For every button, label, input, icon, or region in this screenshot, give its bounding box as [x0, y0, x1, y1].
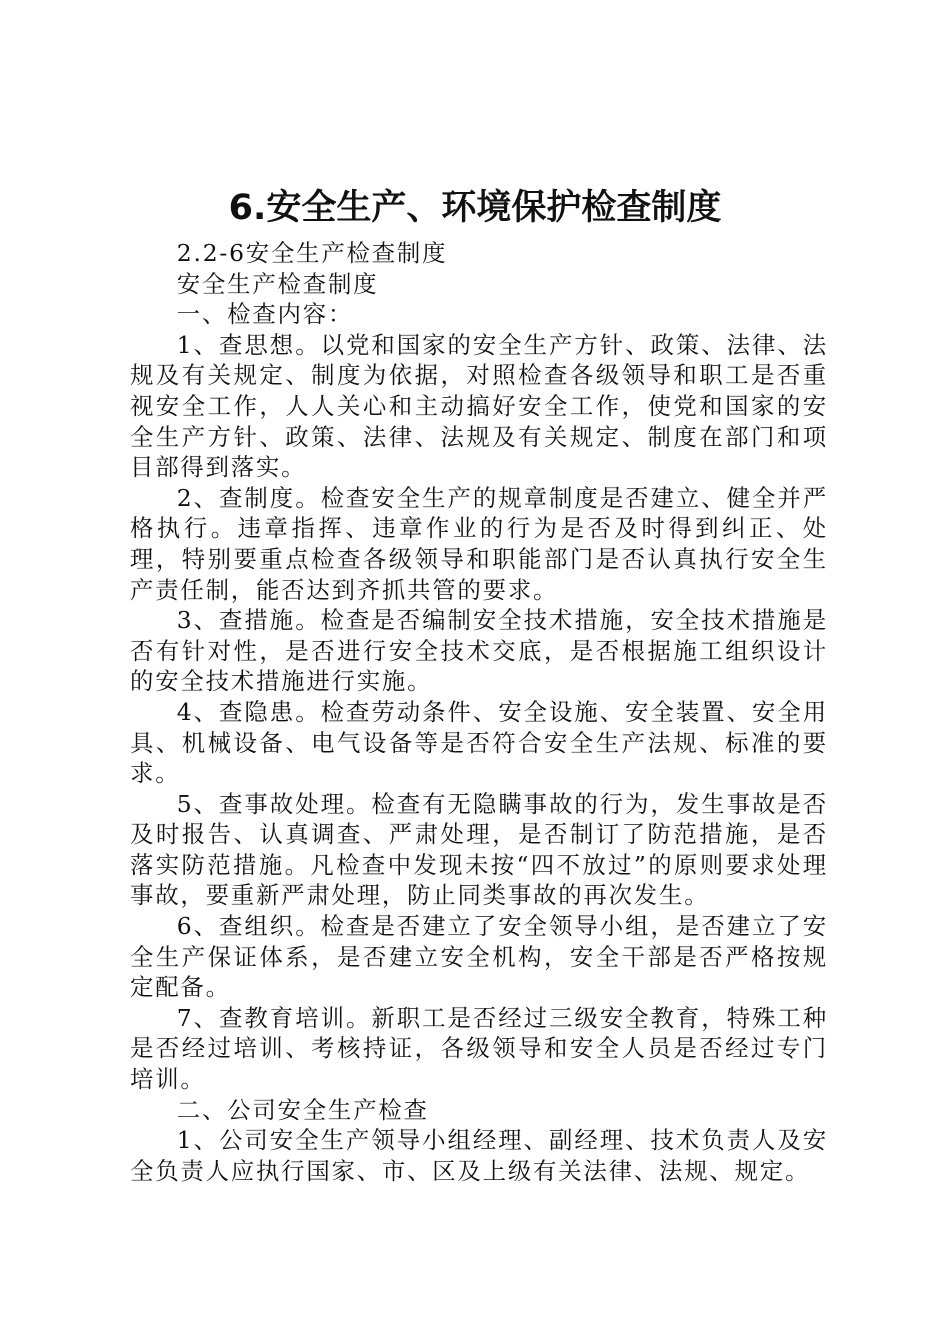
paragraph-check-training: 7、查教育培训。新职工是否经过三级安全教育，特殊工种是否经过培训、考核持证，各级领导和安全人员是否经过专门培训。: [130, 1003, 828, 1094]
document-body: [130, 238, 828, 1186]
paragraph-check-system: 2、查制度。检查安全生产的规章制度是否建立、健全并严格执行。违章指挥、违章作业的行为是否及时得到纠正、处理，特别要重点检查各级领导和职能部门是否认真执行安全生产责任制，能否达到齐抓共管的要求。: [130, 483, 828, 604]
subheading-inspection-content: 一、检查内容：: [176, 300, 354, 329]
paragraph-check-accident-handling: 5、查事故处理。检查有无隐瞒事故的行为，发生事故是否及时报告、认真调查、严肃处理，是否制订了防范措施，是否落实防范措施。凡检查中发现未按“四不放过”的原则要求处理事故，要重新严肃处理，防止同类事故的再次发生。: [130, 789, 828, 910]
document-title: 6.安全生产、环境保护检查制度: [228, 188, 722, 228]
section-code: 2.2-6安全生产检查制度: [176, 239, 448, 267]
subheading-company-inspection: 二、公司安全生产检查: [176, 1095, 429, 1124]
paragraph-check-organization: 6、查组织。检查是否建立了安全领导小组，是否建立了安全生产保证体系，是否建立安全机构，安全干部是否严格按规定配备。: [130, 912, 828, 1002]
paragraph-check-thinking: 1、查思想。以党和国家的安全生产方针、政策、法律、法规及有关规定、制度为依据，对照检查各级领导和职工是否重视安全工作，人人关心和主动搞好安全工作，使党和国家的安全生产方针、政策、法律、法规及有关规定、制度在部门和项目部得到落实。: [130, 330, 828, 482]
section-heading: 安全生产检查制度: [176, 269, 379, 298]
paragraph-company-leadership: 1、公司安全生产领导小组经理、副经理、技术负责人及安全负责人应执行国家、市、区及上级有关法律、法规、规定。: [130, 1126, 828, 1185]
paragraph-check-hazards: 4、查隐患。检查劳动条件、安全设施、安全装置、安全用具、机械设备、电气设备等是否符合安全生产法规、标准的要求。: [130, 697, 828, 788]
paragraph-check-measures: 3、查措施。检查是否编制安全技术措施，安全技术措施是否有针对性，是否进行安全技术交底，是否根据施工组织设计的安全技术措施进行实施。: [130, 606, 828, 696]
